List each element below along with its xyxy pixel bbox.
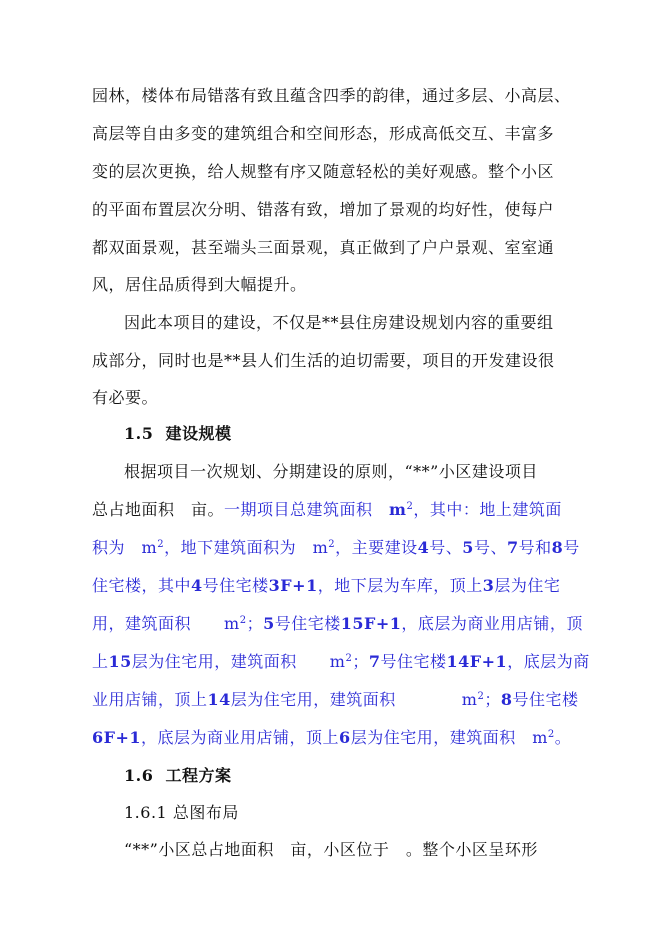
text-run: 号住宅楼 (380, 652, 447, 671)
number: 5 (462, 538, 474, 557)
text-run: 用，建筑面积 (92, 614, 225, 633)
unit: m (389, 500, 407, 519)
unit-superscript: 2 (547, 729, 555, 740)
unit-superscript: 2 (477, 691, 485, 702)
paragraph-line (92, 614, 583, 634)
paragraph-line (92, 728, 571, 748)
number: 14F+1 (446, 652, 508, 671)
unit: m (224, 614, 240, 633)
text-run: 层为住宅用，建筑面积 (131, 652, 330, 671)
unit: m (532, 728, 548, 747)
paragraph-line: 变的层次更换，给人规整有序又随意轻松的美好观感。整个小区 (92, 162, 555, 181)
unit: m (461, 690, 478, 709)
text-run: 号、 (473, 538, 507, 557)
section-number: 1.6 (124, 766, 154, 785)
section-heading-1-6-1 (124, 803, 239, 823)
text-run: 层为住宅用，建筑面积 (230, 690, 462, 709)
number: 4 (417, 538, 430, 557)
text-run: ，地下建筑面积为 (164, 538, 313, 557)
unit-superscript: 2 (157, 539, 165, 550)
text-run: 号、 (429, 538, 463, 557)
unit-superscript: 2 (406, 501, 414, 512)
unit-superscript: 2 (239, 615, 247, 626)
paragraph-line: 成部分，同时也是**县人们生活的迫切需要，项目的开发建设很 (92, 351, 555, 370)
number: 7 (506, 538, 519, 557)
text-run: 上 (92, 652, 109, 671)
paragraph-line (92, 538, 580, 558)
text-run: 业用店铺，顶上 (92, 690, 208, 709)
text-run: 总占地面积 亩。 (92, 500, 225, 519)
text-run: 层为住宅用，建筑面积 (350, 728, 533, 747)
section-title: 建设规模 (165, 424, 232, 443)
text-run: 号 (563, 538, 580, 557)
section-number: 1.6.1 (124, 803, 168, 822)
section-number: 1.5 (124, 424, 154, 443)
unit: m (141, 538, 158, 557)
number: 6 (339, 728, 351, 747)
number: 3 (482, 576, 495, 595)
text-run: 号和 (518, 538, 552, 557)
text-run: 。 (554, 728, 572, 747)
text-run: 号住宅楼 (512, 690, 579, 709)
paragraph-line (92, 500, 562, 520)
paragraph-line: 园林，楼体布局错落有致且蕴含四季的韵律，通过多层、小高层、 (92, 86, 571, 105)
text-run: ，地下层为车库，顶上 (317, 576, 483, 595)
paragraph-line: 的平面布置层次分明、错落有致，增加了景观的均好性，使每户 (92, 200, 555, 219)
paragraph-line: 因此本项目的建设，不仅是**县住房建设规划内容的重要组 (124, 313, 554, 332)
paragraph-line: 有必要。 (92, 388, 159, 407)
unit-superscript: 2 (345, 653, 353, 664)
number: 6F+1 (92, 728, 142, 747)
paragraph-line (92, 652, 590, 672)
number: 8 (551, 538, 564, 557)
text-run: ； (246, 614, 264, 633)
number: 15 (108, 652, 132, 671)
number: 5 (263, 614, 275, 633)
unit: m (329, 652, 346, 671)
section-heading-1-5 (124, 424, 232, 444)
text-run: 号住宅楼 (202, 576, 269, 595)
number: 8 (500, 690, 513, 709)
number: 14 (207, 690, 231, 709)
unit-superscript: 2 (328, 539, 336, 550)
text-run: 住宅楼，其中 (92, 576, 192, 595)
unit: m (312, 538, 329, 557)
text-run: ； (352, 652, 369, 671)
section-title: 总图布局 (172, 803, 239, 822)
paragraph-line: 都双面景观，甚至端头三面景观，真正做到了户户景观、室室通 (92, 238, 555, 257)
paragraph-line: 根据项目一次规划、分期建设的原则，“**”小区建设项目 (124, 462, 538, 481)
number: 4 (191, 576, 203, 595)
section-title: 工程方案 (165, 766, 232, 785)
text-run: 积为 (92, 538, 142, 557)
number: 15F+1 (340, 614, 402, 633)
number: 7 (368, 652, 381, 671)
text-run: ，其中：地上建筑面 (413, 500, 562, 519)
section-heading-1-6 (124, 766, 232, 786)
paragraph-line: 高层等自由多变的建筑组合和空间形态，形成高低交互、丰富多 (92, 124, 555, 143)
paragraph-line: “**”小区总占地面积 亩，小区位于 。整个小区呈环形 (124, 840, 538, 859)
number: 3F+1 (268, 576, 318, 595)
text-run: ，底层为商 (507, 652, 590, 671)
text-run: ，主要建设 (335, 538, 418, 557)
text-run: 号住宅楼 (274, 614, 341, 633)
paragraph-line (92, 576, 560, 596)
text-run: ，底层为商业用店铺，顶 (401, 614, 583, 633)
paragraph-line: 风，居住品质得到大幅提升。 (92, 275, 307, 294)
paragraph-line (92, 690, 579, 710)
text-run: ，底层为商业用店铺，顶上 (141, 728, 340, 747)
text-run: ； (484, 690, 501, 709)
text-run: 一期项目总建筑面积 (224, 500, 390, 519)
text-run: 层为住宅 (494, 576, 561, 595)
